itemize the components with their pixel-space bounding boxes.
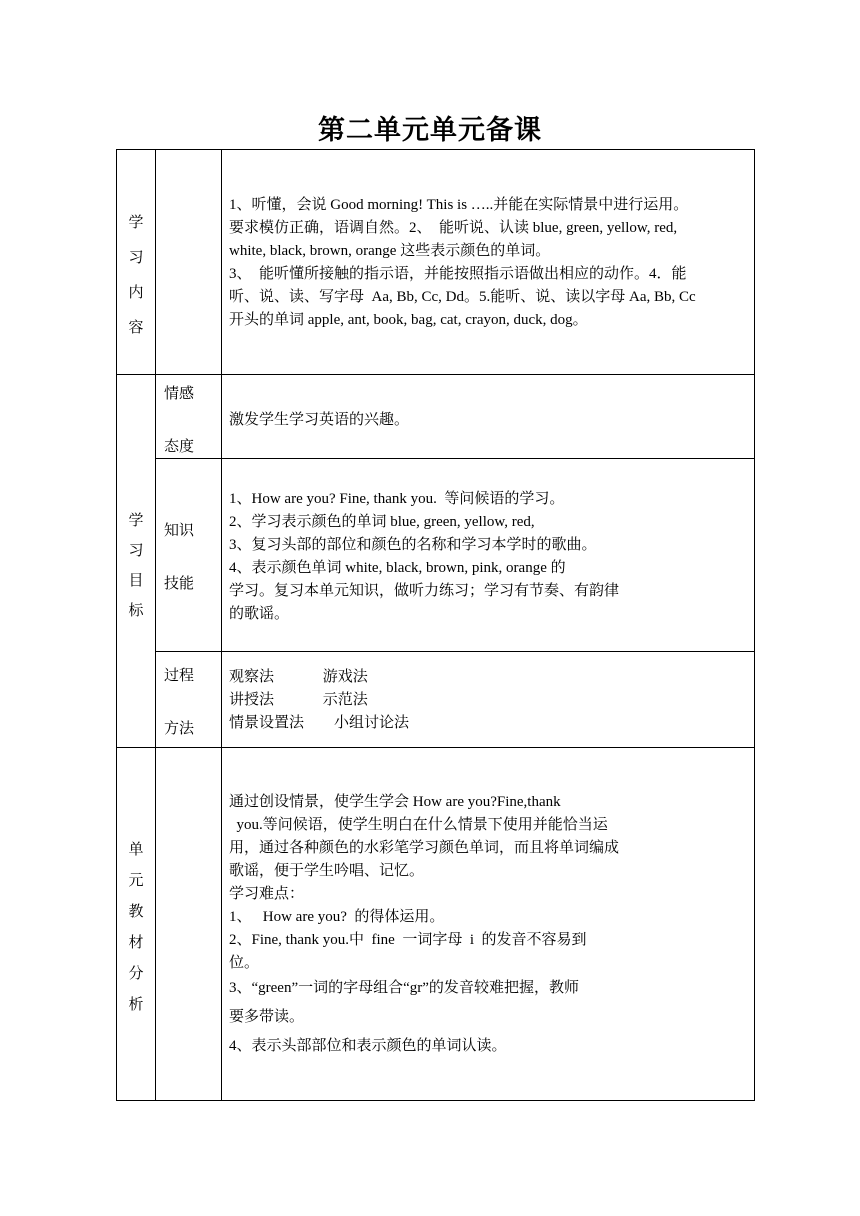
learning-content-text: 1、听懂，会说 Good morning! This is …..并能在实际情景中进行运用。 要求模仿正确，语调自然。2、 能听说、认读 blue, green, yellow, red, white, black, brown, orange 这些表示颜色的单词。 3、 能听懂所接触的指示语，并能按照指示语做出相应的动作。4．能 听、说、读、写字母 Aa, Bb, Cc, Dd。5.能听、说、读以字母 Aa, Bb, Cc 开头的单词 apple, ant, book, bag, cat, crayon, duck, dog。 <box>229 197 696 328</box>
column-divider-1 <box>155 149 156 374</box>
row-divider <box>116 374 755 375</box>
sub-label-attitude: 情感 态度 <box>164 386 195 455</box>
page-title: 第二单元单元备课 <box>318 115 542 146</box>
column-divider-2 <box>221 149 222 1101</box>
sub-label-knowledge-skills: 知识 技能 <box>164 523 195 592</box>
table-border-bottom <box>116 1100 755 1101</box>
section-label-learning-content: 学 习 内 容 <box>128 215 144 336</box>
row-divider <box>155 458 755 459</box>
column-divider-1 <box>155 374 156 747</box>
table-border-top <box>116 149 755 150</box>
row-divider <box>155 651 755 652</box>
unit-analysis-text: 通过创设情景，使学生学会 How are you?Fine,thank you.等问候语，使学生明白在什么情景下使用并能恰当运 用，通过各种颜色的水彩笔学习颜色单词，而且将单词编成 歌谣，便于学生吟唱、记忆。 学习难点： 1、 How are you? 的得体运用。 2、Fine, thank you.中 fine 一词字母 i 的发音不容易到 位。 3、“green”一词的字母组合“gr”的发音较难把握，教师 要多带读。 4、表示头部部位和表示颜色的单词认读。 <box>229 794 620 1054</box>
column-divider-1 <box>155 747 156 1101</box>
sub-label-process-methods: 过程 方法 <box>164 668 195 737</box>
attitude-text: 激发学生学习英语的兴趣。 <box>229 412 410 428</box>
section-label-unit-analysis: 单 元 教 材 分 析 <box>128 842 144 1013</box>
knowledge-skills-text: 1、How are you? Fine, thank you. 等问候语的学习。 2、学习表示颜色的单词 blue, green, yellow, red, 3、复习头部的部位和颜色的名称和学习本学时的歌曲。 4、表示颜色单词 white, black, brown, pink, orange 的 学习。复习本单元知识，做听力练习；学习有节奏、有韵律 的歌谣。 <box>229 491 620 622</box>
table-border-right <box>754 149 755 1101</box>
section-label-learning-goals: 学 习 目 标 <box>128 513 144 619</box>
process-methods-text: 观察法 游戏法 讲授法 示范法 情景设置法 小组讨论法 <box>229 669 410 731</box>
row-divider <box>116 747 755 748</box>
